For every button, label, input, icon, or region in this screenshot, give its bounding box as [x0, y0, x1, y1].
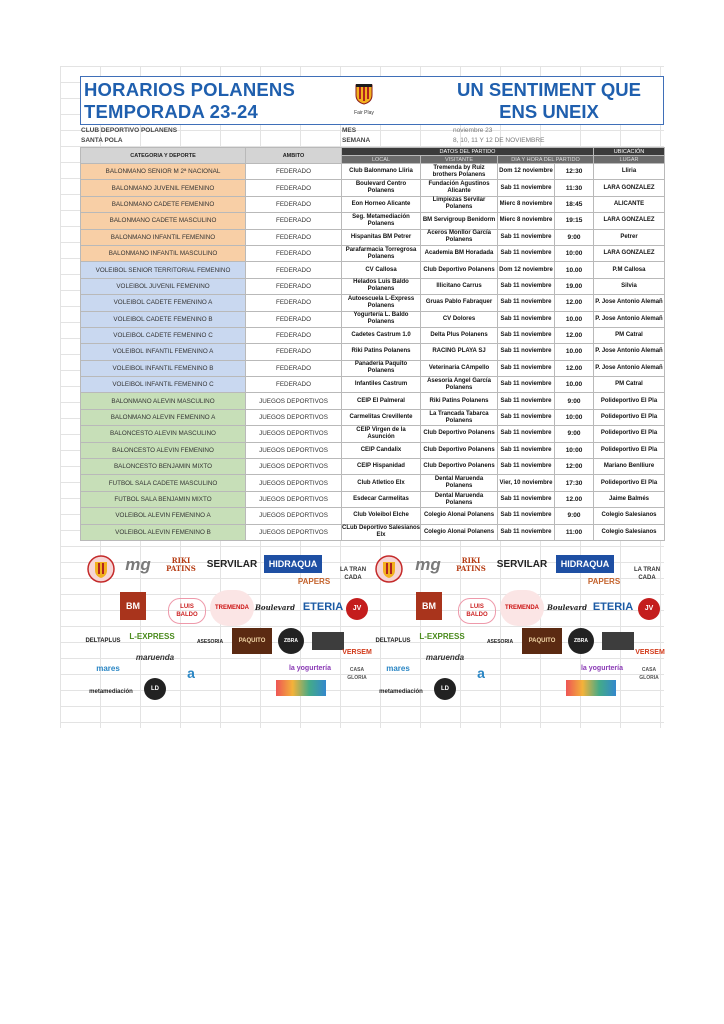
venue-cell: Colegio Salesianos	[594, 508, 665, 524]
sponsor-la-trancada-2: LA TRAN CADA	[633, 567, 661, 581]
sponsor-pazos-2	[602, 632, 634, 650]
match-day-cell: Sab 11 noviembre	[498, 491, 555, 507]
match-day-cell: Sab 11 noviembre	[498, 311, 555, 327]
category-cell: VOLEIBOL JUVENIL FEMENINO	[81, 278, 246, 294]
visitor-team-cell: Colegio Alonai Polanens	[421, 524, 498, 540]
match-hour-cell: 9:00	[555, 508, 594, 524]
visitor-team-cell: Illicitano Carrus	[421, 278, 498, 294]
local-team-cell: CLub Deportivo Salesianos Elx	[342, 524, 421, 540]
sponsor-metamediacion: metamediación	[89, 689, 133, 695]
ambito-cell: FEDERADO	[246, 327, 342, 343]
ambito-cell: FEDERADO	[246, 377, 342, 393]
local-team-cell: CEIP Candalix	[342, 442, 421, 458]
table-row	[81, 245, 665, 261]
table-row	[81, 278, 665, 294]
category-cell: BALONMANO CADETE MASCULINO	[81, 213, 246, 229]
category-cell: BALONMANO INFANTIL FEMENINO	[81, 229, 246, 245]
sponsor-metamediacion-2: metamediación	[379, 689, 423, 695]
match-hour-cell: 12.00	[555, 491, 594, 507]
match-day-cell: Dom 12 noviembre	[498, 164, 555, 180]
sponsor-jv-2: JV	[638, 598, 660, 620]
ambito-cell: FEDERADO	[246, 311, 342, 327]
header-dia-hora: DIA Y HORA DEL PARTIDO	[498, 156, 594, 164]
semana-value: 8, 10, 11 Y 12 DE NOVIEMBRE	[453, 137, 545, 144]
table-row	[81, 344, 665, 360]
category-cell: BALONCESTO ALEVIN FEMENINO	[81, 442, 246, 458]
ambito-cell: JUEGOS DEPORTIVOS	[246, 442, 342, 458]
ambito-cell: FEDERADO	[246, 213, 342, 229]
local-team-cell: Yogurtería L. Baldo Polanens	[342, 311, 421, 327]
venue-cell: LARA GONZALEZ	[594, 180, 665, 196]
ambito-cell: FEDERADO	[246, 344, 342, 360]
match-hour-cell: 17:30	[555, 475, 594, 491]
sponsor-papers-2: PAPERS	[587, 577, 621, 586]
match-day-cell: Sab 11 noviembre	[498, 377, 555, 393]
schedule-title	[84, 79, 295, 123]
mes-value: noviembre 23	[453, 127, 493, 134]
sponsor-la-trancada: LA TRAN CADA	[339, 567, 367, 581]
header-datos-partido: DATOS DEL PARTIDO	[342, 148, 594, 156]
venue-cell: P. Jose Antonio Alemañ	[594, 295, 665, 311]
header-local: LOCAL	[342, 156, 421, 164]
match-hour-cell: 19.00	[555, 278, 594, 294]
motto-line-1: UN SENTIMENT QUE	[457, 79, 641, 100]
table-row	[81, 213, 665, 229]
venue-cell: Petrer	[594, 229, 665, 245]
venue-cell: Silvia	[594, 278, 665, 294]
match-day-cell: Sab 11 noviembre	[498, 278, 555, 294]
local-team-cell: Parafarmacia Torregrosa Polanens	[342, 245, 421, 261]
category-cell: FUTBOL SALA BENJAMIN MIXTO	[81, 491, 246, 507]
category-cell: VOLEIBOL CADETE FEMENINO B	[81, 311, 246, 327]
table-row	[81, 508, 665, 524]
match-day-cell: Sab 11 noviembre	[498, 409, 555, 425]
local-team-cell: CEIP Hispanidad	[342, 459, 421, 475]
schedule-table	[80, 147, 665, 541]
sponsor-servilar-2: SERVILAR	[496, 559, 548, 570]
schedule-rows	[81, 164, 665, 541]
local-team-cell: Boulevard Centro Polanens	[342, 180, 421, 196]
sponsor-l-express: L-EXPRESS	[129, 632, 175, 641]
visitor-team-cell: Academia BM Horadada	[421, 245, 498, 261]
sponsor-boulevard: Boulevard	[255, 603, 295, 612]
sponsor-asesoria-2: ASESORIA	[486, 639, 514, 645]
sponsor-eteria: ETERIA	[302, 601, 344, 613]
category-cell: VOLEIBOL SENIOR TERRITORIAL FEMENINO	[81, 262, 246, 278]
match-hour-cell: 10:00	[555, 409, 594, 425]
local-team-cell: Club Atletico Elx	[342, 475, 421, 491]
table-row	[81, 229, 665, 245]
local-team-cell: Hispanitas BM Petrer	[342, 229, 421, 245]
sponsor-servilar: SERVILAR	[206, 559, 258, 570]
venue-cell: Mariano Benlliure	[594, 459, 665, 475]
match-hour-cell: 10.00	[555, 377, 594, 393]
visitor-team-cell: Colegio Alonai Polanens	[421, 508, 498, 524]
crest-icon	[374, 554, 404, 584]
match-day-cell: Sab 11 noviembre	[498, 229, 555, 245]
sponsor-papers: PAPERS	[297, 577, 331, 586]
category-cell: VOLEIBOL CADETE FEMENINO A	[81, 295, 246, 311]
venue-cell: Polideportivo El Pla	[594, 426, 665, 442]
sponsor-yogurteria: la yogurtería	[288, 665, 331, 672]
title-line-2: TEMPORADA 23-24	[84, 101, 258, 122]
sponsor-hidraqua: HIDRAQUA	[264, 555, 322, 573]
visitor-team-cell: Club Deportivo Polanens	[421, 442, 498, 458]
ambito-cell: JUEGOS DEPORTIVOS	[246, 409, 342, 425]
ambito-cell: JUEGOS DEPORTIVOS	[246, 491, 342, 507]
ambito-cell: FEDERADO	[246, 295, 342, 311]
sponsor-maruenda-2: maruenda	[425, 653, 465, 662]
sponsor-logo-polanens-2	[372, 552, 406, 586]
table-row	[81, 426, 665, 442]
ambito-cell: JUEGOS DEPORTIVOS	[246, 393, 342, 409]
local-team-cell: Seg. Metamediación Polanens	[342, 213, 421, 229]
table-row	[81, 491, 665, 507]
table-row	[81, 295, 665, 311]
match-day-cell: Sab 11 noviembre	[498, 180, 555, 196]
local-team-cell: Infantiles Castrum	[342, 377, 421, 393]
venue-cell: ALICANTE	[594, 196, 665, 212]
venue-cell: LARA GONZALEZ	[594, 245, 665, 261]
sponsor-yogurteria-2: la yogurtería	[580, 665, 623, 672]
table-row	[81, 164, 665, 180]
venue-cell: PM Catral	[594, 377, 665, 393]
table-row	[81, 262, 665, 278]
sponsor-zbra: ZBRA	[278, 628, 304, 654]
sponsor-logo-polanens	[84, 552, 118, 586]
visitor-team-cell: La Trancada Tabarca Polanens	[421, 409, 498, 425]
venue-cell: Lliria	[594, 164, 665, 180]
page-header	[80, 76, 664, 125]
ambito-cell: FEDERADO	[246, 245, 342, 261]
match-hour-cell: 10.00	[555, 344, 594, 360]
table-row	[81, 442, 665, 458]
ambito-cell: FEDERADO	[246, 196, 342, 212]
venue-cell: Polideportivo El Pla	[594, 475, 665, 491]
match-hour-cell: 12.00	[555, 327, 594, 343]
header-ubicacion: UBICACIÓN	[594, 148, 665, 156]
category-cell: VOLEIBOL INFANTIL FEMENINO B	[81, 360, 246, 376]
category-cell: BALONMANO SENIOR M 2ª NACIONAL	[81, 164, 246, 180]
sponsor-pazos	[312, 632, 344, 650]
sponsor-zbra-2: ZBRA	[568, 628, 594, 654]
ambito-cell: JUEGOS DEPORTIVOS	[246, 475, 342, 491]
club-name: CLUB DEPORTIVO POLANENS	[81, 127, 178, 134]
category-cell: BALONMANO CADETE FEMENINO	[81, 196, 246, 212]
sponsor-maruenda: maruenda	[135, 653, 175, 662]
visitor-team-cell: Riki Patins Polanens	[421, 393, 498, 409]
venue-cell: Polideportivo El Pla	[594, 393, 665, 409]
match-day-cell: Sab 11 noviembre	[498, 426, 555, 442]
match-hour-cell: 9:00	[555, 229, 594, 245]
sponsor-casa-gloria: CASA GLORIA	[347, 667, 367, 681]
match-day-cell: Sab 11 noviembre	[498, 459, 555, 475]
visitor-team-cell: Club Deportivo Polanens	[421, 426, 498, 442]
match-hour-cell: 12:00	[555, 459, 594, 475]
category-cell: VOLEIBOL INFANTIL FEMENINO C	[81, 377, 246, 393]
venue-cell: Jaime Balmés	[594, 491, 665, 507]
match-day-cell: Mierc 8 noviembre	[498, 196, 555, 212]
visitor-team-cell: Dental Maruenda Polanens	[421, 491, 498, 507]
match-day-cell: Sab 11 noviembre	[498, 245, 555, 261]
match-hour-cell: 10.00	[555, 262, 594, 278]
sponsor-hidraqua-2: HIDRAQUA	[556, 555, 614, 573]
sponsor-luis-baldo-2: LUIS BALDO	[458, 598, 496, 624]
local-team-cell: Esdecar Carmelitas	[342, 491, 421, 507]
sponsor-luis-baldo: LUIS BALDO	[168, 598, 206, 624]
table-row	[81, 196, 665, 212]
match-hour-cell: 10:00	[555, 245, 594, 261]
sponsor-skyline-2	[566, 680, 616, 696]
match-day-cell: Sab 11 noviembre	[498, 508, 555, 524]
sponsor-alicante: a	[187, 665, 195, 681]
match-hour-cell: 18:45	[555, 196, 594, 212]
visitor-team-cell: Delta Plus Polanens	[421, 327, 498, 343]
sponsor-mares: mares	[96, 664, 120, 673]
category-cell: BALONMANO ALEVIN MASCULINO	[81, 393, 246, 409]
sponsor-asesoria: ASESORIA	[196, 639, 224, 645]
fair-play-caption: Fair Play	[354, 110, 374, 116]
match-hour-cell: 10.00	[555, 311, 594, 327]
category-cell: VOLEIBOL INFANTIL FEMENINO A	[81, 344, 246, 360]
header-ambito: AMBITO	[246, 148, 342, 164]
sponsor-mg: mg	[125, 555, 151, 574]
ambito-cell: FEDERADO	[246, 262, 342, 278]
match-day-cell: Sab 11 noviembre	[498, 360, 555, 376]
category-cell: VOLEIBOL ALEVIN FEMENINO A	[81, 508, 246, 524]
match-day-cell: Vier, 10 noviembre	[498, 475, 555, 491]
visitor-team-cell: Club Deportivo Polanens	[421, 262, 498, 278]
semana-label: SEMANA	[342, 137, 371, 144]
ambito-cell: FEDERADO	[246, 278, 342, 294]
match-day-cell: Sab 11 noviembre	[498, 393, 555, 409]
visitor-team-cell: Tremenda by Ruiz brothers Polanens	[421, 164, 498, 180]
visitor-team-cell: Club Deportivo Polanens	[421, 459, 498, 475]
sponsor-banner	[80, 550, 664, 725]
visitor-team-cell: Aceros Monllor García Polanens	[421, 229, 498, 245]
visitor-team-cell: Asesoría Angel García Polanens	[421, 377, 498, 393]
club-town: SANTA POLA	[81, 137, 123, 144]
header-visitante: VISITANTE	[421, 156, 498, 164]
local-team-cell: Cadetes Castrum 1.0	[342, 327, 421, 343]
local-team-cell: CEIP Virgen de la Asunción	[342, 426, 421, 442]
ambito-cell: FEDERADO	[246, 180, 342, 196]
sponsor-l-express-2: L-EXPRESS	[419, 632, 465, 641]
sponsor-casa-gloria-2: CASA GLORIA	[639, 667, 659, 681]
visitor-team-cell: Limpiezas Servilar Polanens	[421, 196, 498, 212]
sponsor-alicante-2: a	[477, 665, 485, 681]
venue-cell: P. Jose Antonio Alemañ	[594, 360, 665, 376]
match-day-cell: Dom 12 noviembre	[498, 262, 555, 278]
table-row	[81, 377, 665, 393]
match-hour-cell: 9:00	[555, 426, 594, 442]
match-hour-cell: 11:00	[555, 524, 594, 540]
table-row	[81, 180, 665, 196]
ambito-cell: JUEGOS DEPORTIVOS	[246, 524, 342, 540]
category-cell: BALONMANO JUVENIL FEMENINO	[81, 180, 246, 196]
sponsor-ld-2: LD	[434, 678, 456, 700]
sponsor-bm: BM	[120, 592, 146, 620]
sponsor-bm-2: BM	[416, 592, 442, 620]
local-team-cell: Riki Patins Polanens	[342, 344, 421, 360]
sponsor-paquito: PAQUITO	[232, 628, 272, 654]
match-day-cell: Sab 11 noviembre	[498, 524, 555, 540]
table-row	[81, 475, 665, 491]
ambito-cell: JUEGOS DEPORTIVOS	[246, 459, 342, 475]
visitor-team-cell: Dental Maruenda Polanens	[421, 475, 498, 491]
club-crest-icon	[354, 83, 374, 105]
ambito-cell: FEDERADO	[246, 164, 342, 180]
header-lugar: LUGAR	[594, 156, 665, 164]
sponsor-tremenda: TREMENDA	[210, 590, 254, 626]
sponsor-ld: LD	[144, 678, 166, 700]
ambito-cell: JUEGOS DEPORTIVOS	[246, 426, 342, 442]
category-cell: FUTBOL SALA CADETE MASCULINO	[81, 475, 246, 491]
venue-cell: PM Catral	[594, 327, 665, 343]
sponsor-deltaplus-2: DELTAPLUS	[375, 638, 411, 644]
sponsor-mares-2: mares	[386, 664, 410, 673]
local-team-cell: Panadería Paquito Polanens	[342, 360, 421, 376]
table-row	[81, 360, 665, 376]
venue-cell: Colegio Salesianos	[594, 524, 665, 540]
local-team-cell: Carmelitas Crevillente	[342, 409, 421, 425]
table-row	[81, 393, 665, 409]
visitor-team-cell: Fundación Agustinos Alicante	[421, 180, 498, 196]
sponsor-paquito-2: PAQUITO	[522, 628, 562, 654]
venue-cell: P. Jose Antonio Alemañ	[594, 344, 665, 360]
club-logo	[347, 83, 381, 116]
venue-cell: P. Jose Antonio Alemañ	[594, 311, 665, 327]
venue-cell: LARA GONZALEZ	[594, 213, 665, 229]
match-day-cell: Mierc 8 noviembre	[498, 213, 555, 229]
visitor-team-cell: Veterinaria CAmpello	[421, 360, 498, 376]
match-hour-cell: 12:30	[555, 164, 594, 180]
match-hour-cell: 12.00	[555, 295, 594, 311]
venue-cell: P.M Callosa	[594, 262, 665, 278]
visitor-team-cell: Gruas Pablo Fabraquer	[421, 295, 498, 311]
crest-icon	[86, 554, 116, 584]
category-cell: BALONCESTO ALEVIN MASCULINO	[81, 426, 246, 442]
motto-line-2: ENS UNEIX	[499, 101, 599, 122]
venue-cell: Polideportivo El Pla	[594, 442, 665, 458]
match-day-cell: Sab 11 noviembre	[498, 295, 555, 311]
sponsor-tremenda-2: TREMENDA	[500, 590, 544, 626]
local-team-cell: Club Voleibol Elche	[342, 508, 421, 524]
local-team-cell: CEIP El Palmeral	[342, 393, 421, 409]
category-cell: BALONMANO ALEVIN FEMENINO A	[81, 409, 246, 425]
local-team-cell: Helados Luis Baldo Polanens	[342, 278, 421, 294]
match-day-cell: Sab 11 noviembre	[498, 442, 555, 458]
match-hour-cell: 10:00	[555, 442, 594, 458]
sponsor-jv: JV	[346, 598, 368, 620]
sponsor-skyline	[276, 680, 326, 696]
sponsor-mg-2: mg	[415, 555, 441, 574]
sponsor-deltaplus: DELTAPLUS	[85, 638, 121, 644]
title-line-1: HORARIOS POLANENS	[84, 79, 296, 100]
club-motto	[435, 79, 663, 123]
match-day-cell: Sab 11 noviembre	[498, 344, 555, 360]
sponsor-versem: VERSEM	[342, 649, 372, 656]
match-hour-cell: 19:15	[555, 213, 594, 229]
ambito-cell: FEDERADO	[246, 229, 342, 245]
table-row	[81, 459, 665, 475]
table-row	[81, 311, 665, 327]
match-day-cell: Sab 11 noviembre	[498, 327, 555, 343]
sponsor-eteria-2: ETERIA	[592, 601, 634, 613]
match-hour-cell: 9:00	[555, 393, 594, 409]
match-hour-cell: 11:30	[555, 180, 594, 196]
category-cell: BALONMANO INFANTIL MASCULINO	[81, 245, 246, 261]
table-row	[81, 524, 665, 540]
local-team-cell: CV Callosa	[342, 262, 421, 278]
local-team-cell: Club Balonmano Lliria	[342, 164, 421, 180]
local-team-cell: Autoescuela L-Express Polanens	[342, 295, 421, 311]
category-cell: VOLEIBOL ALEVIN FEMENINO B	[81, 524, 246, 540]
mes-label: MES	[342, 127, 357, 134]
venue-cell: Polideportivo El Pla	[594, 409, 665, 425]
table-row	[81, 409, 665, 425]
table-row	[81, 327, 665, 343]
match-hour-cell: 12.00	[555, 360, 594, 376]
sponsor-riki-patins-2: RIKI PATINS	[456, 556, 486, 573]
sponsor-riki-patins: RIKI PATINS	[166, 556, 196, 573]
ambito-cell: FEDERADO	[246, 360, 342, 376]
header-categoria: CATEGORIA Y DEPORTE	[81, 148, 246, 164]
visitor-team-cell: RACING PLAYA SJ	[421, 344, 498, 360]
sponsor-versem-2: VERSEM	[635, 649, 665, 656]
visitor-team-cell: BM Servigroup Benidorm	[421, 213, 498, 229]
ambito-cell: JUEGOS DEPORTIVOS	[246, 508, 342, 524]
visitor-team-cell: CV Dolores	[421, 311, 498, 327]
category-cell: VOLEIBOL CADETE FEMENINO C	[81, 327, 246, 343]
sponsor-boulevard-2: Boulevard	[547, 603, 587, 612]
category-cell: BALONCESTO BENJAMIN MIXTO	[81, 459, 246, 475]
local-team-cell: Eon Horneo Alicante	[342, 196, 421, 212]
